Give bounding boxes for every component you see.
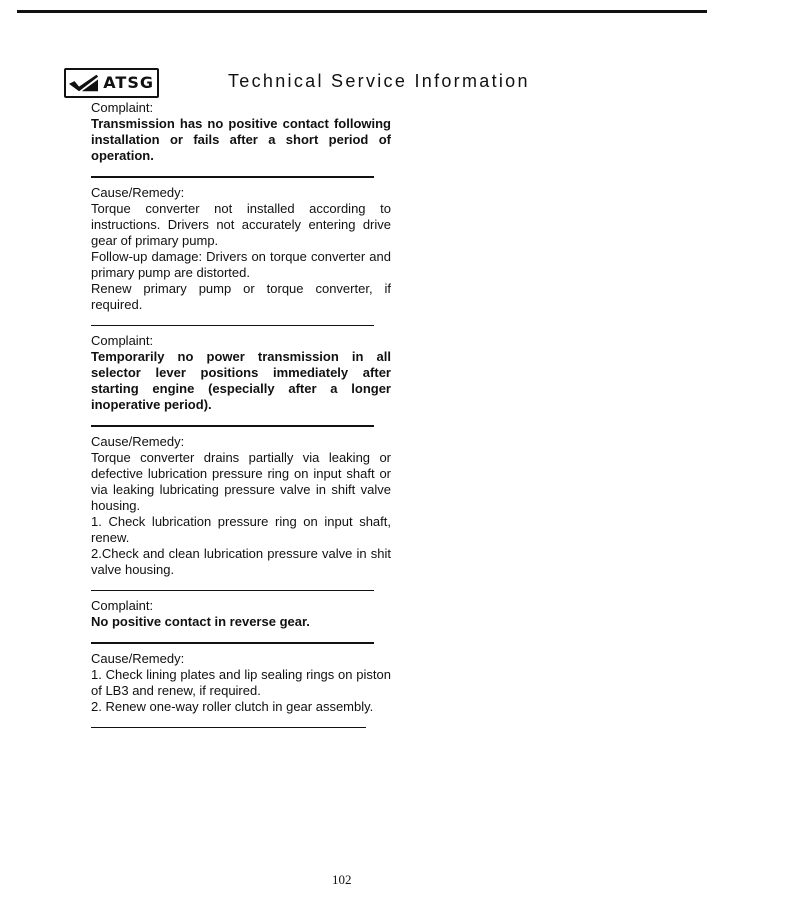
document-body xyxy=(91,100,391,735)
divider xyxy=(91,176,374,178)
complaint-text: Transmission has no positive contact following installation or fails after a short period of operation. xyxy=(91,116,391,163)
cause-remedy-label: Cause/Remedy: xyxy=(91,433,185,449)
remedy-text: Follow-up damage: Drivers on torque converter and primary pump are distorted. xyxy=(91,248,391,280)
complaint-label: Complaint: xyxy=(91,100,154,115)
complaint-text: Temporarily no power transmission in all selector lever positions immediately after starting engine (especially after a longer inoperative period). xyxy=(91,349,391,412)
divider xyxy=(91,727,366,729)
divider xyxy=(91,590,374,592)
complaint-text: No positive contact in reverse gear. xyxy=(91,614,310,629)
logo-text: ATSG xyxy=(103,73,154,92)
page-title: Technical Service Information xyxy=(228,71,530,91)
top-rule xyxy=(17,10,707,13)
remedy-text: Torque converter not installed according to instructions. Drivers not accurately entering drive gear of primary pump. xyxy=(91,200,391,248)
remedy-text: Renew primary pump or torque converter, if required. xyxy=(91,280,391,312)
atsg-logo xyxy=(64,68,159,98)
divider xyxy=(91,325,374,327)
remedy-text: Torque converter drains partially via leaking or defective lubrication pressure ring on input shaft or via leaking lubricating pressure valve in shift valve housing. xyxy=(91,449,391,513)
divider xyxy=(91,425,374,427)
section-2 xyxy=(91,333,391,591)
remedy-text: 2.Check and clean lubrication pressure valve in shit valve housing. xyxy=(91,545,391,577)
cause-remedy-label: Cause/Remedy: xyxy=(91,184,185,200)
complaint-label: Complaint: xyxy=(91,333,154,348)
section-1 xyxy=(91,100,391,326)
remedy-text: 1. Check lining plates and lip sealing rings on piston of LB3 and renew, if required. xyxy=(91,666,391,698)
cause-remedy-label: Cause/Remedy: xyxy=(91,650,185,666)
section-3 xyxy=(91,598,391,728)
divider xyxy=(91,642,374,644)
remedy-text: 2. Renew one-way roller clutch in gear assembly. xyxy=(91,698,374,714)
complaint-label: Complaint: xyxy=(91,598,154,613)
checkmark-logo-icon xyxy=(69,73,98,93)
page-number: 102 xyxy=(332,872,352,887)
remedy-text: 1. Check lubrication pressure ring on input shaft, renew. xyxy=(91,513,391,545)
